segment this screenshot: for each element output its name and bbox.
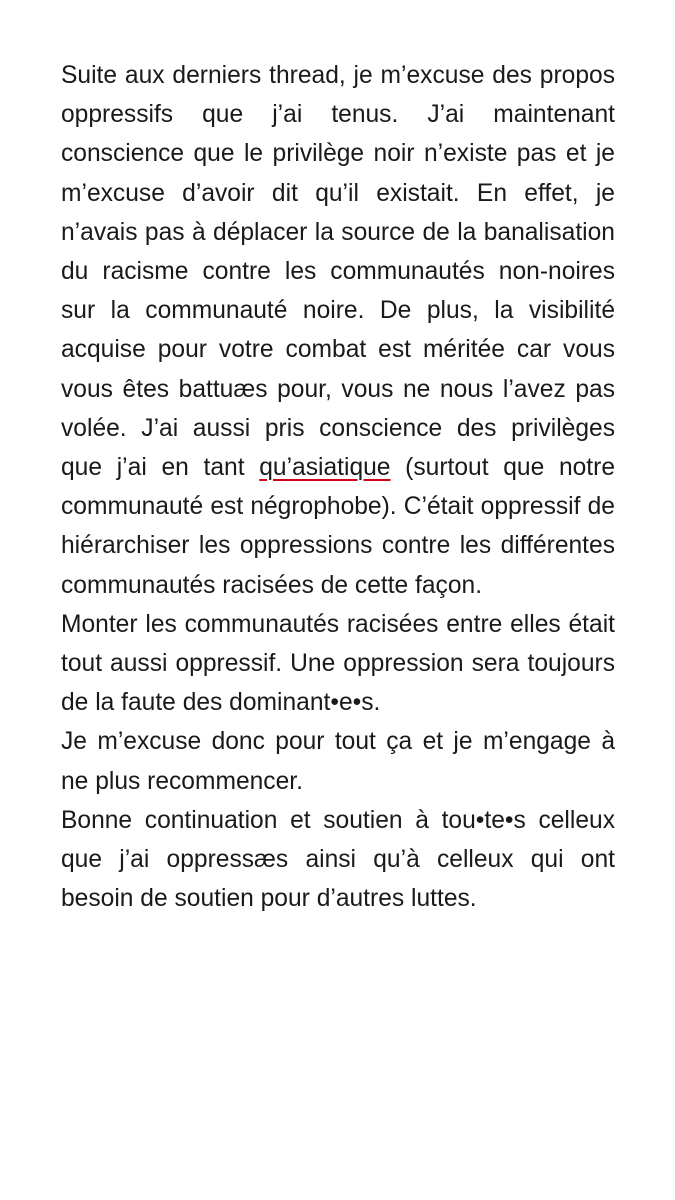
paragraph-4: Bonne continuation et soutien à tou•te•s celleux que j’ai oppressæs ainsi qu’à celleux qui ont besoin de soutien pour d’autres luttes. (61, 806, 615, 913)
spellcheck-flagged-word[interactable]: qu’asiatique (259, 454, 391, 482)
paragraph-3: Je m’excuse donc pour tout ça et je m’engage à ne plus recommencer. (61, 728, 615, 795)
paragraph-1 (61, 56, 615, 605)
apology-note (61, 56, 615, 918)
paragraph-2: Monter les communautés racisées entre elles était tout aussi oppressif. Une oppression sera toujours de la faute des dominant•e•s. (61, 610, 615, 717)
paragraph-1-text-before: Suite aux derniers thread, je m’excuse des propos oppressifs que j’ai tenus. J’ai maintenant conscience que le privilège noir n’existe pas et je m’excuse d’avoir dit qu’il existait. En effet, je n’avais pas à déplacer la source de la banalisation du racisme contre les communautés non-noires sur la communauté noire. De plus, la visibilité acquise pour votre combat est méritée car vous vous êtes battuæs pour, vous ne nous l’avez pas volée. J’ai aussi pris conscience des privilèges que j’ai en tant (61, 62, 615, 482)
paragraph-1-text-after: (surtout que notre communauté est négrophobe). C’était oppressif de hiérarchiser les oppressions contre les différentes communautés racisées de cette façon. (61, 454, 616, 599)
